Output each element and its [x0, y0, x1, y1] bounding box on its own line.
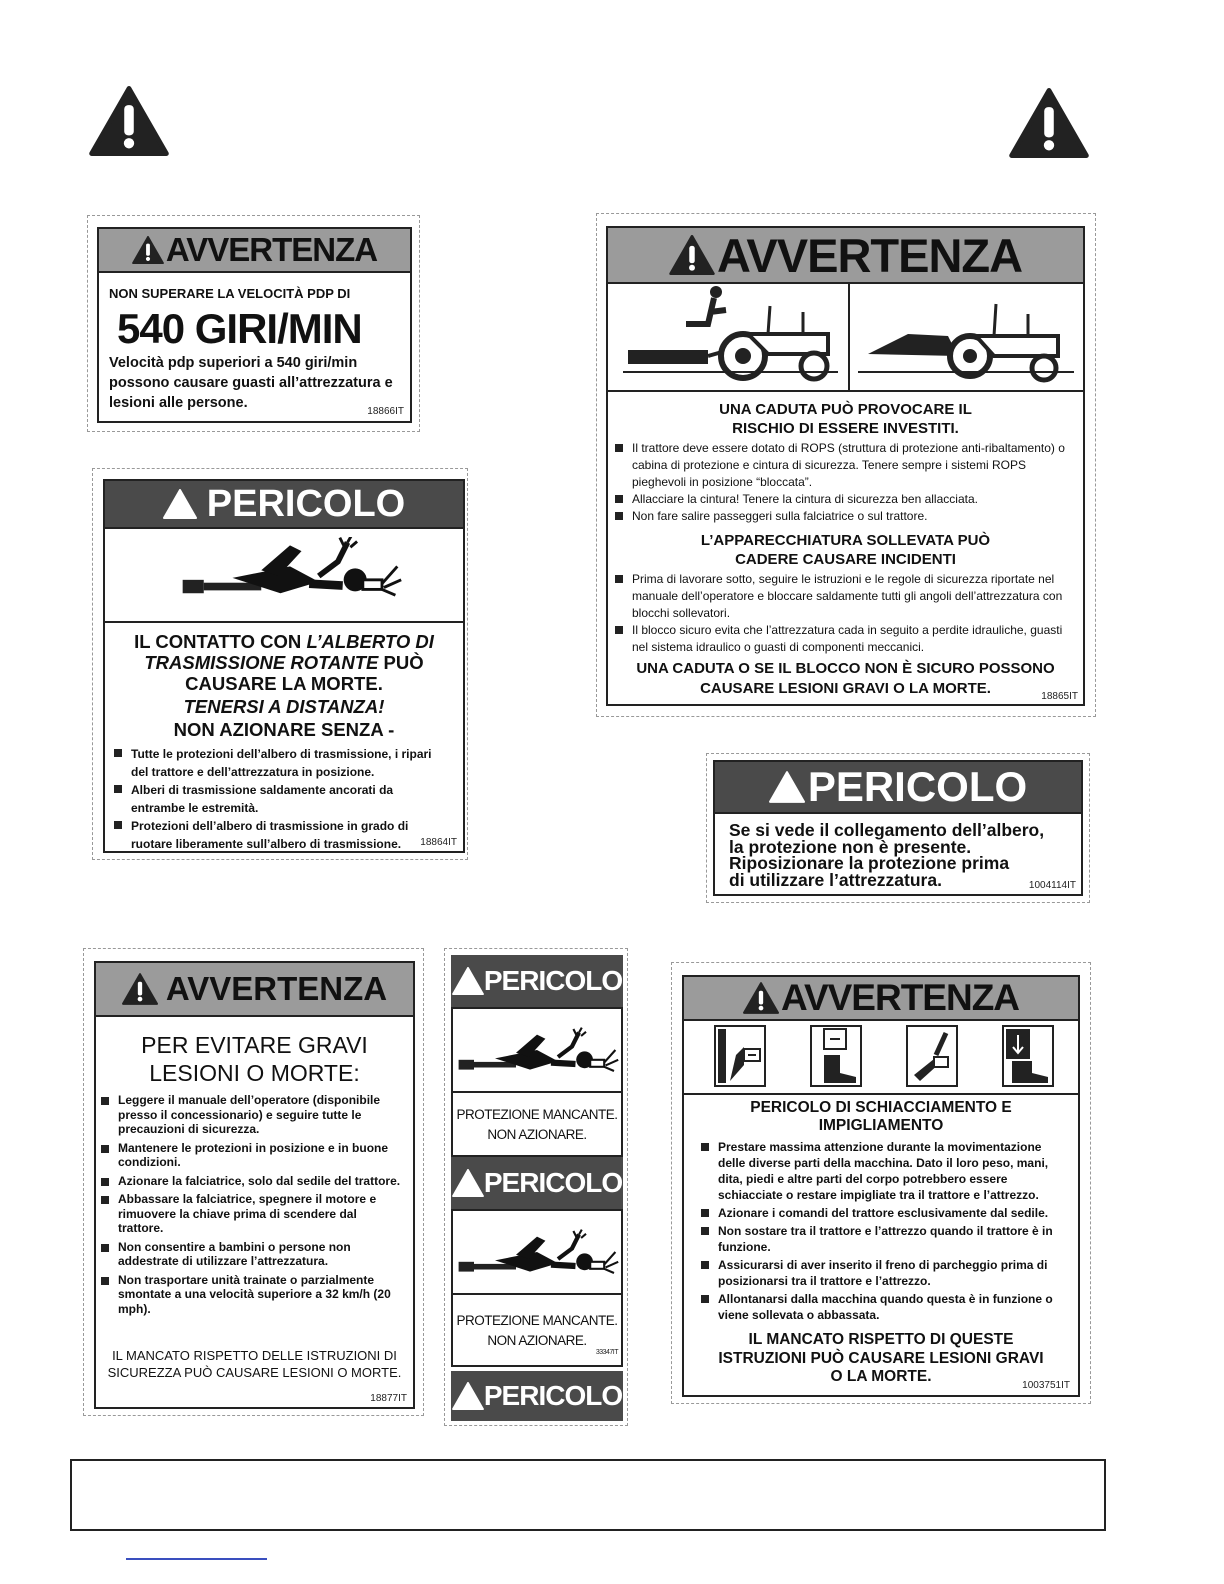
list-item: Non fare salire passeggeri sulla falciatrice o sul trattore.: [612, 508, 1078, 525]
note-box: [70, 1459, 1106, 1531]
list-item: Non trasportare unità trainate o parzialmente smontate a una velocità superiore a 32 km/h (20 mph).: [98, 1273, 404, 1317]
list-item: Il trattore deve essere dotato di ROPS (struttura di protezione anti-ribaltamento) o cabina di protezione e cintura di sicurezza. Tenere sempre i sistemi ROPS pieghevoli in posizione “bloccata”.: [612, 440, 1078, 491]
list-item: Non sostare tra il trattore e l’attrezzo quando il trattore è in funzione.: [698, 1223, 1070, 1255]
list-item: Allontanarsi dalla macchina quando questa è in funzione o viene sollevata o abbassata.: [698, 1291, 1070, 1323]
warning-triangle-icon: [452, 967, 484, 995]
list-item: Protezioni dell’albero di trasmissione in grado di ruotare liberamente sull’albero di trasmissione.: [111, 817, 447, 853]
decal-rollover: [596, 213, 1096, 717]
decal-header-repeat: PERICOLO: [451, 1157, 623, 1209]
list-item: Alberi di trasmissione saldamente ancorati da entrambe le estremità.: [111, 781, 447, 817]
list-item: Azionare i comandi del trattore esclusivamente dal sedile.: [698, 1205, 1070, 1221]
decal-title: L’APPARECCHIATURA SOLLEVATA PUÒ CADERE CAUSARE INCIDENTI: [700, 532, 991, 568]
decal-bullets: [111, 745, 447, 853]
decal-keep-away: TENERSI A DISTANZA!: [183, 696, 385, 717]
list-item: Prestare massima attenzione durante la movimentazione delle diverse parti della macchina. Dato il loro peso, mani, dita, piedi e altre parti del corpo potrebbero essere schiacciate o restare impigliate tra il trattore e l’attrezzo.: [698, 1139, 1070, 1203]
entanglement-pictogram: [175, 537, 405, 615]
decal-header: AVVERTENZA: [716, 228, 1023, 282]
list-item: Prima di lavorare sotto, seguire le istruzioni e le regole di sicurezza riportate nel manuale dell’operatore e bloccare saldamente tutti gli angoli dell’attrezzatura con blocchi sollevatori.: [612, 571, 1078, 622]
list-item: Il blocco sicuro evita che l’attrezzatura cada in seguito a perdite idrauliche, guasti nel sistema idraulico o guasti di componenti meccanici.: [612, 622, 1078, 656]
warning-triangle-icon: [769, 771, 805, 803]
entanglement-pictogram: [451, 1007, 623, 1093]
decal-header: PERICOLO: [807, 763, 1028, 810]
decal-body: Se si vede il collegamento dell’albero, la protezione non è presente. Riposizionare la protezione prima di utilizzare l’attrezzatura.: [729, 820, 1045, 890]
decal-message: PROTEZIONE MANCANTE. NON AZIONARE.: [451, 1093, 623, 1157]
entanglement-pictogram: [451, 1209, 623, 1295]
warning-triangle-icon: [132, 236, 164, 264]
list-item: Allacciare la cintura! Tenere la cintura di sicurezza ben allacciata.: [612, 491, 1078, 508]
decal-bullets: [98, 1093, 404, 1316]
decal-pto-speed: [87, 215, 420, 432]
warning-triangle-icon: [122, 973, 158, 1005]
decal-code: 33347IT: [595, 1349, 618, 1356]
list-item: Tutte le protezioni dell’albero di trasmissione, i ripari del trattore e dell’attrezzatura in posizione.: [111, 745, 447, 781]
list-item: Abbassare la falciatrice, spegnere il motore e rimuovere la chiave prima di scendere dal trattore.: [98, 1192, 404, 1236]
decal-message: IL CONTATTO CON L’ALBERTO DI TRASMISSIONE ROTANTE PUÒ CAUSARE LA MORTE.: [134, 631, 434, 694]
decal-header-repeat: PERICOLO: [451, 1371, 623, 1421]
foot-down-icon: [1002, 1025, 1054, 1087]
decal-missing-guard: [706, 753, 1090, 903]
decal-title: UNA CADUTA PUÒ PROVOCARE IL RISCHIO DI ESSERE INVESTITI.: [719, 401, 972, 437]
decal-big-speed: 540 GIRI/MIN: [117, 305, 362, 352]
decal-code: 18877IT: [370, 1393, 407, 1404]
list-item: Azionare la falciatrice, solo dal sedile del trattore.: [98, 1174, 404, 1189]
decal-code: 18864IT: [420, 837, 457, 848]
decal-header: AVVERTENZA: [165, 231, 378, 268]
decal-title: PER EVITARE GRAVI LESIONI O MORTE:: [141, 1032, 368, 1086]
warning-triangle-icon: [163, 489, 197, 519]
runover-pictogram: [848, 284, 1085, 390]
warning-triangle-icon: [669, 235, 715, 275]
foot-crush-icon: [810, 1025, 862, 1087]
decal-header: PERICOLO: [206, 482, 406, 525]
decal-code: 18866IT: [367, 406, 404, 417]
decal-avoid-injury: [83, 948, 424, 1416]
list-item: Assicurarsi di aver inserito il freno di parcheggio prima di posizionarsi tra il trattore e l’attrezzo.: [698, 1257, 1070, 1289]
decal-footer: UNA CADUTA O SE IL BLOCCO NON È SICURO POSSONO CAUSARE LESIONI GRAVI O LA MORTE.: [636, 660, 1055, 697]
hand-crush-icon: [714, 1025, 766, 1087]
list-item: Leggere il manuale dell’operatore (disponibile presso il concessionario) e seguire tutte le precauzioni di sicurezza.: [98, 1093, 404, 1137]
decal-header: AVVERTENZA: [780, 977, 1020, 1018]
decal-code: 1004114IT: [1028, 880, 1076, 891]
fall-pictogram: [608, 284, 850, 390]
list-item: Non consentire a bambini o persone non addestrate di utilizzare l’attrezzatura.: [98, 1240, 404, 1269]
warning-triangle-icon: [452, 1382, 484, 1410]
decal-footer: IL MANCATO RISPETTO DI QUESTE ISTRUZIONI PUÒ CAUSARE LESIONI GRAVI O LA MORTE.: [718, 1331, 1044, 1385]
decal-no-operate: NON AZIONARE SENZA -: [173, 719, 395, 740]
decal-bullets: [612, 571, 1078, 656]
decal-code: 18865IT: [1041, 691, 1078, 702]
decal-code: 1003751IT: [1022, 1380, 1070, 1391]
decal-title: PERICOLO DI SCHIACCIAMENTO E IMPIGLIAMENTO: [750, 1099, 1012, 1134]
decal-crush-hazard: [671, 962, 1091, 1404]
list-item: Mantenere le protezioni in posizione e in buone condizioni.: [98, 1141, 404, 1170]
decal-bullets: [698, 1139, 1070, 1323]
crush-pictograms: [714, 1025, 1054, 1089]
warning-triangle-icon: [89, 86, 169, 156]
warning-triangle-icon: [743, 982, 779, 1014]
decal-header: PERICOLO: [483, 965, 623, 996]
warning-triangle-icon: [452, 1169, 484, 1197]
hand-pinch-icon: [906, 1025, 958, 1087]
decal-message: PROTEZIONE MANCANTE. NON AZIONARE. 33347IT: [451, 1295, 623, 1367]
decal-bullets: [612, 440, 1078, 525]
decal-line: NON SUPERARE LA VELOCITÀ PDP DI: [109, 286, 351, 301]
decal-body: Velocità pdp superiori a 540 giri/min possono causare guasti all’attrezzatura e lesioni alle persone.: [109, 355, 393, 411]
footer-link[interactable]: [126, 1558, 267, 1560]
warning-triangle-icon: [1009, 88, 1089, 158]
decal-footer: IL MANCATO RISPETTO DELLE ISTRUZIONI DI SICUREZZA PUÒ CAUSARE LESIONI O MORTE.: [107, 1348, 402, 1380]
decal-header: AVVERTENZA: [165, 970, 388, 1007]
decal-guard-missing-strip: [444, 948, 628, 1426]
decal-rotating-shaft: [92, 468, 468, 860]
